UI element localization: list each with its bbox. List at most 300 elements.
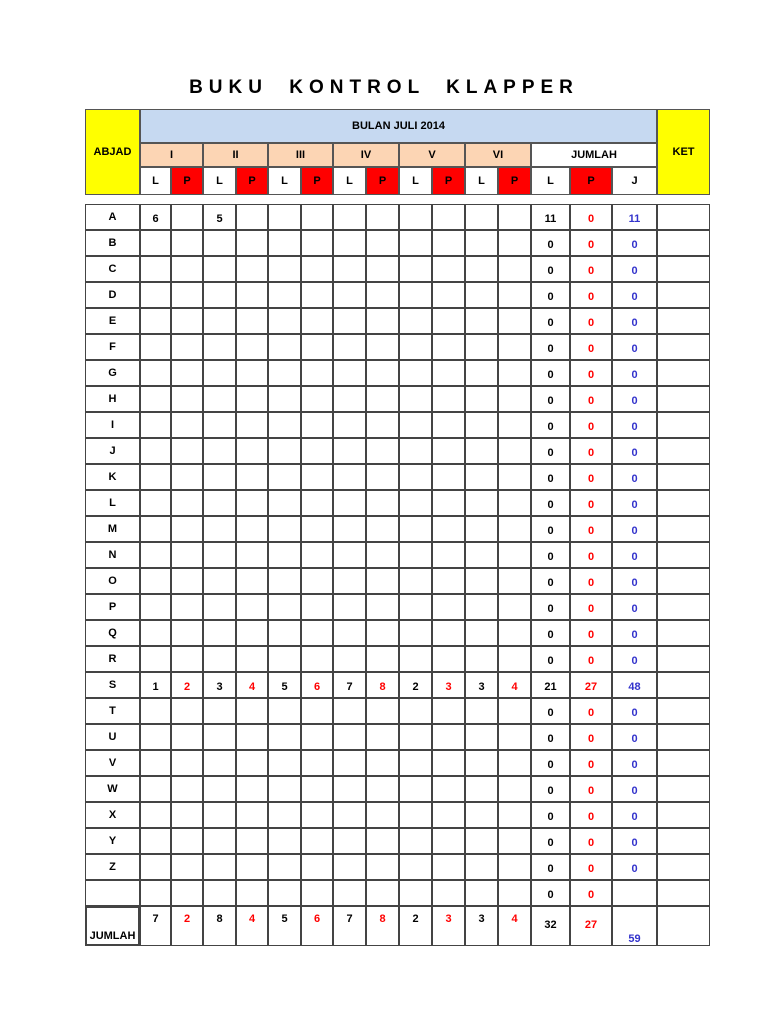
cell-l [465, 646, 498, 672]
cell-p [171, 256, 203, 282]
row-total-l: 0 [531, 724, 570, 750]
cell-p [498, 776, 531, 802]
cell-p [498, 412, 531, 438]
cell-p [301, 854, 333, 880]
cell-p [432, 828, 465, 854]
cell-p [432, 620, 465, 646]
cell-l [140, 386, 171, 412]
cell-l [333, 776, 366, 802]
row-letter: X [85, 802, 140, 828]
cell-p [171, 230, 203, 256]
sub-header-p: P [236, 167, 268, 195]
cell-l: 5 [203, 204, 236, 230]
cell-p [366, 698, 399, 724]
cell-l [333, 646, 366, 672]
cell-l [399, 854, 432, 880]
cell-l: 2 [399, 672, 432, 698]
ket-cell [657, 386, 710, 412]
cell-p [171, 360, 203, 386]
row-total-p: 0 [570, 594, 612, 620]
cell-l [140, 880, 171, 906]
cell-l [140, 516, 171, 542]
cell-l [203, 308, 236, 334]
cell-p [301, 204, 333, 230]
sub-header-l: L [333, 167, 366, 195]
cell-p [432, 880, 465, 906]
cell-l [333, 308, 366, 334]
cell-l [203, 646, 236, 672]
cell-p [171, 386, 203, 412]
cell-l [140, 308, 171, 334]
row-letter: P [85, 594, 140, 620]
total-cell-l: 7 [140, 906, 171, 946]
row-total-j: 0 [612, 412, 657, 438]
cell-p [301, 594, 333, 620]
cell-l [268, 750, 301, 776]
totals-label: JUMLAH [85, 906, 140, 946]
cell-l [203, 490, 236, 516]
sub-header-p: P [498, 167, 531, 195]
row-total-p: 0 [570, 724, 612, 750]
cell-p [301, 464, 333, 490]
row-total-p: 0 [570, 386, 612, 412]
cell-p [432, 386, 465, 412]
cell-l [268, 516, 301, 542]
cell-l [399, 464, 432, 490]
row-letter: V [85, 750, 140, 776]
cell-p [366, 256, 399, 282]
cell-p [498, 230, 531, 256]
row-letter: T [85, 698, 140, 724]
row-total-l: 0 [531, 646, 570, 672]
cell-p [236, 438, 268, 464]
row-letter: Z [85, 854, 140, 880]
ket-cell [657, 204, 710, 230]
cell-l [203, 880, 236, 906]
cell-l [465, 698, 498, 724]
cell-p [366, 412, 399, 438]
cell-l [268, 412, 301, 438]
row-letter: I [85, 412, 140, 438]
cell-l [268, 490, 301, 516]
row-total-j: 0 [612, 464, 657, 490]
sub-header-total-p: P [570, 167, 612, 195]
row-total-j: 0 [612, 646, 657, 672]
row-total-l: 0 [531, 308, 570, 334]
cell-l [333, 334, 366, 360]
cell-p [171, 490, 203, 516]
row-total-l: 0 [531, 334, 570, 360]
cell-l [465, 204, 498, 230]
cell-p [171, 594, 203, 620]
cell-l [203, 412, 236, 438]
cell-l [399, 724, 432, 750]
cell-l [203, 828, 236, 854]
sub-header-p: P [366, 167, 399, 195]
row-total-p: 0 [570, 698, 612, 724]
cell-p [301, 412, 333, 438]
cell-p: 6 [301, 672, 333, 698]
row-total-l: 0 [531, 880, 570, 906]
sub-header-p: P [171, 167, 203, 195]
cell-l [203, 334, 236, 360]
cell-l [465, 256, 498, 282]
row-letter: U [85, 724, 140, 750]
ket-cell [657, 828, 710, 854]
cell-p [366, 438, 399, 464]
ket-cell [657, 464, 710, 490]
cell-p [366, 568, 399, 594]
cell-p [301, 516, 333, 542]
ket-header: KET [657, 109, 710, 195]
cell-l [268, 828, 301, 854]
cell-l [333, 854, 366, 880]
cell-p [366, 490, 399, 516]
cell-l [140, 724, 171, 750]
cell-l [140, 412, 171, 438]
cell-l [140, 646, 171, 672]
row-total-l: 0 [531, 438, 570, 464]
cell-p [236, 880, 268, 906]
total-cell-l: 5 [268, 906, 301, 946]
cell-l [203, 620, 236, 646]
cell-p [171, 568, 203, 594]
cell-p [171, 828, 203, 854]
total-cell-p: 4 [236, 906, 268, 946]
cell-p [366, 386, 399, 412]
cell-p [366, 594, 399, 620]
cell-p [366, 724, 399, 750]
cell-p [498, 490, 531, 516]
cell-l [203, 256, 236, 282]
row-total-l: 0 [531, 412, 570, 438]
cell-p [432, 360, 465, 386]
grand-total-l: 32 [531, 906, 570, 946]
row-total-l: 0 [531, 828, 570, 854]
cell-p [498, 438, 531, 464]
sub-header-l: L [140, 167, 171, 195]
row-total-p: 0 [570, 750, 612, 776]
cell-l [140, 464, 171, 490]
cell-p [498, 464, 531, 490]
row-letter: C [85, 256, 140, 282]
row-total-l: 0 [531, 750, 570, 776]
cell-p [432, 334, 465, 360]
cell-l [465, 464, 498, 490]
cell-p [432, 256, 465, 282]
cell-l [399, 204, 432, 230]
cell-p [171, 282, 203, 308]
row-total-p: 27 [570, 672, 612, 698]
cell-l: 1 [140, 672, 171, 698]
cell-l [465, 282, 498, 308]
row-total-p: 0 [570, 880, 612, 906]
cell-l [268, 542, 301, 568]
cell-l: 7 [333, 672, 366, 698]
row-total-l: 0 [531, 698, 570, 724]
cell-l [333, 464, 366, 490]
cell-p [498, 854, 531, 880]
row-total-p: 0 [570, 646, 612, 672]
row-letter: O [85, 568, 140, 594]
row-letter: B [85, 230, 140, 256]
row-total-j [612, 880, 657, 906]
row-total-p: 0 [570, 802, 612, 828]
cell-l [465, 802, 498, 828]
ket-cell [657, 802, 710, 828]
row-total-p: 0 [570, 776, 612, 802]
cell-p [236, 568, 268, 594]
row-total-j: 0 [612, 802, 657, 828]
cell-l [140, 698, 171, 724]
row-total-j: 0 [612, 724, 657, 750]
cell-p [366, 776, 399, 802]
cell-p [171, 698, 203, 724]
cell-p [366, 204, 399, 230]
ket-cell [657, 646, 710, 672]
cell-l [399, 412, 432, 438]
row-total-l: 0 [531, 386, 570, 412]
cell-p [236, 646, 268, 672]
ket-cell [657, 672, 710, 698]
row-total-p: 0 [570, 204, 612, 230]
total-cell-p: 3 [432, 906, 465, 946]
cell-p [236, 360, 268, 386]
cell-l [268, 360, 301, 386]
cell-l [333, 802, 366, 828]
row-total-l: 0 [531, 854, 570, 880]
cell-l [203, 230, 236, 256]
row-total-l: 0 [531, 776, 570, 802]
cell-l [465, 750, 498, 776]
cell-p [236, 490, 268, 516]
row-letter: E [85, 308, 140, 334]
cell-p [301, 282, 333, 308]
row-total-j: 48 [612, 672, 657, 698]
cell-l [203, 464, 236, 490]
row-letter: D [85, 282, 140, 308]
cell-p [236, 308, 268, 334]
row-total-j: 0 [612, 230, 657, 256]
cell-p [171, 204, 203, 230]
cell-l [465, 438, 498, 464]
cell-p: 3 [432, 672, 465, 698]
cell-l [399, 360, 432, 386]
cell-l: 6 [140, 204, 171, 230]
cell-p [432, 412, 465, 438]
row-letter: S [85, 672, 140, 698]
row-total-p: 0 [570, 230, 612, 256]
cell-l [203, 594, 236, 620]
cell-p: 8 [366, 672, 399, 698]
cell-l [399, 568, 432, 594]
row-total-j: 0 [612, 386, 657, 412]
cell-l [140, 282, 171, 308]
group-header: II [203, 143, 268, 167]
cell-p [498, 880, 531, 906]
cell-p [171, 334, 203, 360]
group-header: III [268, 143, 333, 167]
row-total-j: 0 [612, 828, 657, 854]
cell-p [432, 282, 465, 308]
row-total-l: 0 [531, 282, 570, 308]
cell-l [465, 620, 498, 646]
cell-l [333, 750, 366, 776]
cell-p [171, 542, 203, 568]
row-total-p: 0 [570, 568, 612, 594]
cell-l [333, 256, 366, 282]
total-cell-l: 3 [465, 906, 498, 946]
row-total-p: 0 [570, 828, 612, 854]
cell-p [498, 282, 531, 308]
month-header: BULAN JULI 2014 [140, 109, 657, 143]
row-total-p: 0 [570, 620, 612, 646]
cell-p [366, 646, 399, 672]
cell-l [333, 828, 366, 854]
cell-l [333, 516, 366, 542]
ket-cell [657, 542, 710, 568]
row-letter: G [85, 360, 140, 386]
cell-p [171, 802, 203, 828]
cell-p [301, 542, 333, 568]
cell-l [203, 282, 236, 308]
cell-p [301, 360, 333, 386]
cell-l [268, 698, 301, 724]
cell-p [171, 750, 203, 776]
cell-l [399, 542, 432, 568]
cell-p [301, 620, 333, 646]
cell-p [432, 750, 465, 776]
cell-l [268, 386, 301, 412]
cell-p [498, 698, 531, 724]
cell-p [171, 646, 203, 672]
cell-l [399, 776, 432, 802]
row-letter: A [85, 204, 140, 230]
ket-cell [657, 854, 710, 880]
ket-cell [657, 256, 710, 282]
row-total-l: 0 [531, 516, 570, 542]
cell-p [171, 880, 203, 906]
cell-p [498, 568, 531, 594]
row-letter: H [85, 386, 140, 412]
row-total-p: 0 [570, 854, 612, 880]
row-total-l: 0 [531, 490, 570, 516]
row-total-p: 0 [570, 542, 612, 568]
row-total-p: 0 [570, 438, 612, 464]
row-total-p: 0 [570, 256, 612, 282]
cell-l [465, 854, 498, 880]
row-letter: K [85, 464, 140, 490]
sub-header-p: P [432, 167, 465, 195]
cell-p [432, 542, 465, 568]
total-cell-l: 8 [203, 906, 236, 946]
cell-l [203, 750, 236, 776]
cell-p [366, 880, 399, 906]
cell-l [465, 542, 498, 568]
ket-cell [657, 282, 710, 308]
ket-cell [657, 620, 710, 646]
cell-l [268, 646, 301, 672]
cell-p [236, 282, 268, 308]
cell-p [236, 698, 268, 724]
cell-l [333, 594, 366, 620]
cell-l [333, 568, 366, 594]
sub-header-l: L [399, 167, 432, 195]
sub-header-total-j: J [612, 167, 657, 195]
document-title: BUKU KONTROL KLAPPER [189, 77, 579, 98]
cell-p [236, 542, 268, 568]
cell-p [301, 256, 333, 282]
cell-l [140, 542, 171, 568]
row-total-j: 11 [612, 204, 657, 230]
row-total-j: 0 [612, 750, 657, 776]
cell-l [268, 334, 301, 360]
cell-p [236, 334, 268, 360]
cell-p [171, 516, 203, 542]
group-header: VI [465, 143, 531, 167]
cell-l [465, 776, 498, 802]
cell-l [140, 568, 171, 594]
cell-l [268, 204, 301, 230]
cell-l [140, 360, 171, 386]
sub-header-p: P [301, 167, 333, 195]
ket-cell [657, 724, 710, 750]
cell-p [301, 880, 333, 906]
cell-l [203, 724, 236, 750]
row-total-p: 0 [570, 516, 612, 542]
total-cell-l: 7 [333, 906, 366, 946]
cell-p [366, 230, 399, 256]
cell-l [203, 438, 236, 464]
row-total-p: 0 [570, 282, 612, 308]
row-total-l: 0 [531, 230, 570, 256]
row-total-l: 0 [531, 360, 570, 386]
cell-p [498, 828, 531, 854]
row-letter: R [85, 646, 140, 672]
cell-p [236, 724, 268, 750]
cell-p [498, 516, 531, 542]
cell-l [399, 490, 432, 516]
cell-l [140, 750, 171, 776]
row-letter: Q [85, 620, 140, 646]
row-total-l: 0 [531, 542, 570, 568]
row-total-p: 0 [570, 412, 612, 438]
cell-p [171, 854, 203, 880]
sub-header-l: L [203, 167, 236, 195]
cell-l [399, 646, 432, 672]
row-total-p: 0 [570, 308, 612, 334]
cell-l [399, 230, 432, 256]
ket-cell [657, 906, 710, 946]
ket-cell [657, 438, 710, 464]
cell-l [203, 568, 236, 594]
sub-header-l: L [268, 167, 301, 195]
row-total-j: 0 [612, 438, 657, 464]
row-total-j: 0 [612, 308, 657, 334]
cell-p [171, 308, 203, 334]
cell-l [399, 334, 432, 360]
row-total-l: 0 [531, 568, 570, 594]
cell-l [333, 490, 366, 516]
cell-p [498, 724, 531, 750]
row-total-p: 0 [570, 334, 612, 360]
cell-l [268, 464, 301, 490]
cell-p [301, 698, 333, 724]
cell-l [268, 282, 301, 308]
cell-l [399, 256, 432, 282]
ket-cell [657, 308, 710, 334]
cell-p [432, 308, 465, 334]
